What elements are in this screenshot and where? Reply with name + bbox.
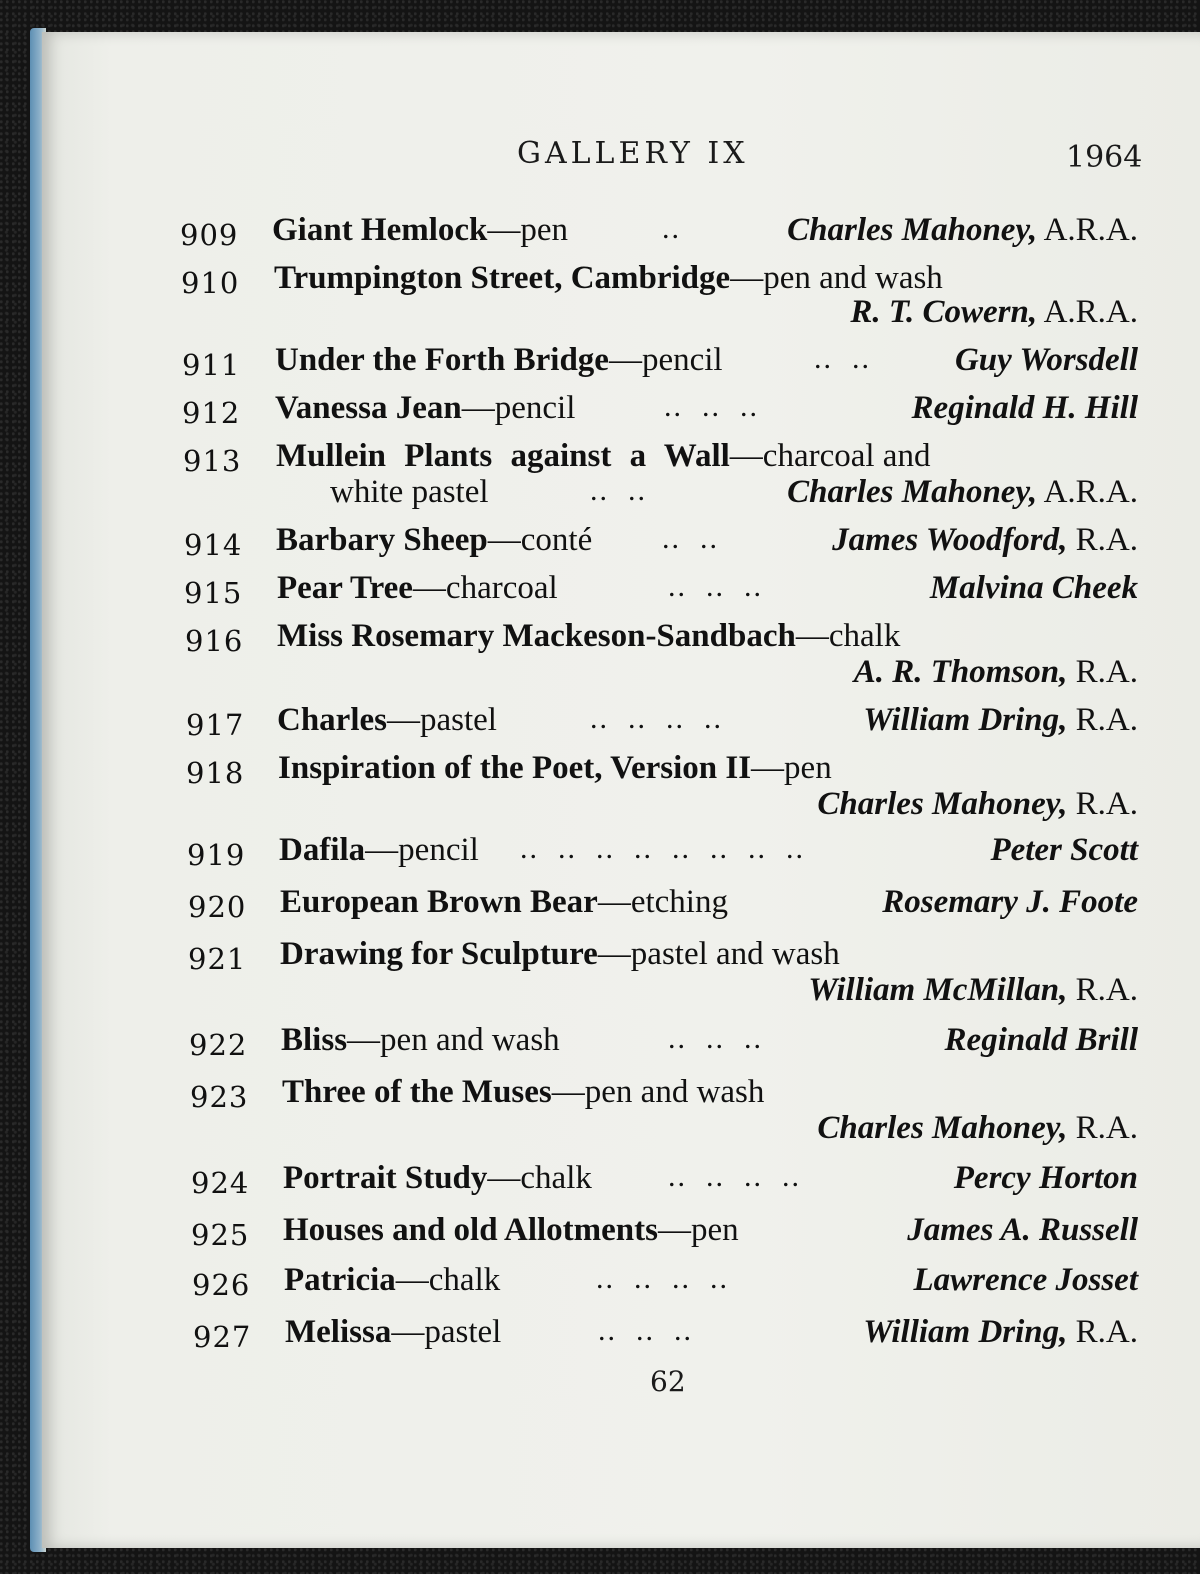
catalogue-entry [0,438,1200,510]
entry-artist: Charles Mahoney, A.R.A. [787,474,1138,510]
catalogue-entry [0,212,1200,252]
entry-title: Patricia—chalk [284,1262,501,1298]
catalogue-entry [0,260,1200,330]
entry-medium: —pen [751,750,832,786]
entry-artist: Rosemary J. Foote [882,884,1138,920]
leader-dots: .. .. .. [598,1314,693,1347]
year-heading: 1964 [1066,140,1143,175]
entry-medium: —conté [487,522,593,558]
catalogue-entry [0,832,1200,872]
entry-artist: William Dring, R.A. [863,702,1138,738]
entry-title: Pear Tree—charcoal [277,570,558,606]
entry-medium: —pastel and wash [597,936,840,972]
entry-title: Trumpington Street, Cambridge—pen and wash [274,260,943,296]
entry-medium: —chalk [487,1160,592,1196]
leader-dots: .. .. .. [668,570,763,603]
entry-artist: William McMillan, R.A. [808,972,1138,1008]
entry-number: 910 [181,266,240,300]
entry-artist: Charles Mahoney, A.R.A. [787,212,1138,248]
entry-number: 912 [182,396,241,430]
entry-medium: —pencil [461,390,576,426]
catalogue-entry [0,1022,1200,1062]
entry-title: Portrait Study—chalk [283,1160,592,1196]
entry-title: Houses and old Allotments—pen [283,1212,739,1248]
entry-artist: Malvina Cheek [929,570,1138,606]
page-number: 62 [650,1365,686,1398]
entry-number: 916 [185,624,244,658]
leader-dots: .. .. .. .. .. .. .. .. [520,832,805,865]
catalogue-entry [0,702,1200,742]
entry-title: Melissa—pastel [285,1314,502,1350]
entry-title: Inspiration of the Poet, Version II—pen [278,750,832,786]
entry-number: 920 [188,890,247,924]
catalogue-entry [0,1262,1200,1302]
entry-artist: Charles Mahoney, R.A. [817,786,1138,822]
catalogue-entry [0,750,1200,822]
catalogue-entry [0,522,1200,562]
entry-medium: —pen and wash [551,1074,765,1110]
gallery-heading: GALLERY IX [517,136,749,171]
leader-dots: .. .. [814,342,871,375]
entry-artist: Charles Mahoney, R.A. [817,1110,1138,1146]
entry-title: Bliss—pen and wash [281,1022,560,1058]
catalogue-entry [0,618,1200,690]
catalogue-entry [0,570,1200,610]
entry-medium: —pastel [387,702,497,738]
leader-dots: .. .. .. .. [668,1160,801,1193]
entry-title: Mullein Plants against a Wall—charcoal and [276,438,931,474]
entry-title: Under the Forth Bridge—pencil [275,342,723,378]
entry-number: 918 [186,756,245,790]
entry-medium: —pen and wash [730,260,943,296]
entry-number: 911 [182,348,241,382]
entry-number: 914 [184,528,243,562]
entry-artist: A. R. Thomson, R.A. [853,654,1138,690]
entry-number: 924 [191,1166,250,1200]
entry-artist: William Dring, R.A. [863,1314,1138,1350]
entry-medium: —charcoal and [729,438,931,474]
entry-medium: —pen [487,212,569,248]
entry-title: Giant Hemlock—pen [272,212,569,248]
entry-number: 919 [187,838,246,872]
entry-title: Miss Rosemary Mackeson-Sandbach—chalk [277,618,901,654]
entry-medium: —pen [658,1212,739,1248]
entry-medium: —pencil [365,832,479,868]
entry-artist: Guy Worsdell [954,342,1138,378]
catalogue-entry [0,1074,1200,1146]
entry-medium: —pastel [391,1314,502,1350]
catalogue-entry [0,1314,1200,1354]
entry-title: European Brown Bear—etching [280,884,728,920]
entry-title: Barbary Sheep—conté [276,522,593,558]
entry-title: Drawing for Sculpture—pastel and wash [280,936,840,972]
entry-artist: Percy Horton [953,1160,1138,1196]
entry-number: 921 [188,942,247,976]
entry-title: Charles—pastel [277,702,497,738]
entry-medium: —pen and wash [347,1022,560,1058]
leader-dots: .. .. [662,522,719,555]
catalogue-entry [0,390,1200,430]
entry-medium: —chalk [395,1262,501,1298]
entry-number: 909 [180,218,239,252]
catalogue-entry [0,1212,1200,1252]
entry-number: 926 [192,1268,251,1302]
catalogue-entry [0,884,1200,924]
entry-title: Three of the Muses—pen and wash [282,1074,765,1110]
entry-artist: James A. Russell [907,1212,1138,1248]
entry-artist: James Woodford, R.A. [832,522,1138,558]
leader-dots: .. .. .. [668,1022,763,1055]
entry-medium: —chalk [795,618,901,654]
leader-dots: .. [662,212,681,245]
entry-medium: —pencil [608,342,723,378]
entry-artist: Reginald H. Hill [911,390,1138,426]
catalogue-entry [0,342,1200,382]
leader-dots: .. .. .. .. [590,702,723,735]
entry-medium: —etching [597,884,728,920]
entry-number: 922 [189,1028,248,1062]
entry-artist: Reginald Brill [944,1022,1138,1058]
entry-artist: Peter Scott [990,832,1138,868]
entry-number: 925 [191,1218,250,1252]
entry-number: 923 [190,1080,249,1114]
entry-title: Dafila—pencil [279,832,479,868]
entry-artist: Lawrence Josset [913,1262,1138,1298]
entry-number: 917 [186,708,245,742]
catalogue-entry [0,936,1200,1008]
catalogue-entry [0,1160,1200,1200]
entry-number: 915 [184,576,243,610]
entry-title-continued: white pastel [330,474,489,510]
leader-dots: .. .. .. [664,390,759,423]
leader-dots: .. .. .. .. [596,1262,729,1295]
entry-medium: —charcoal [412,570,558,606]
entry-number: 913 [183,444,242,478]
entry-artist: R. T. Cowern, A.R.A. [850,294,1138,330]
leader-dots: .. .. [590,474,647,507]
entry-title: Vanessa Jean—pencil [275,390,576,426]
entry-number: 927 [193,1320,252,1354]
